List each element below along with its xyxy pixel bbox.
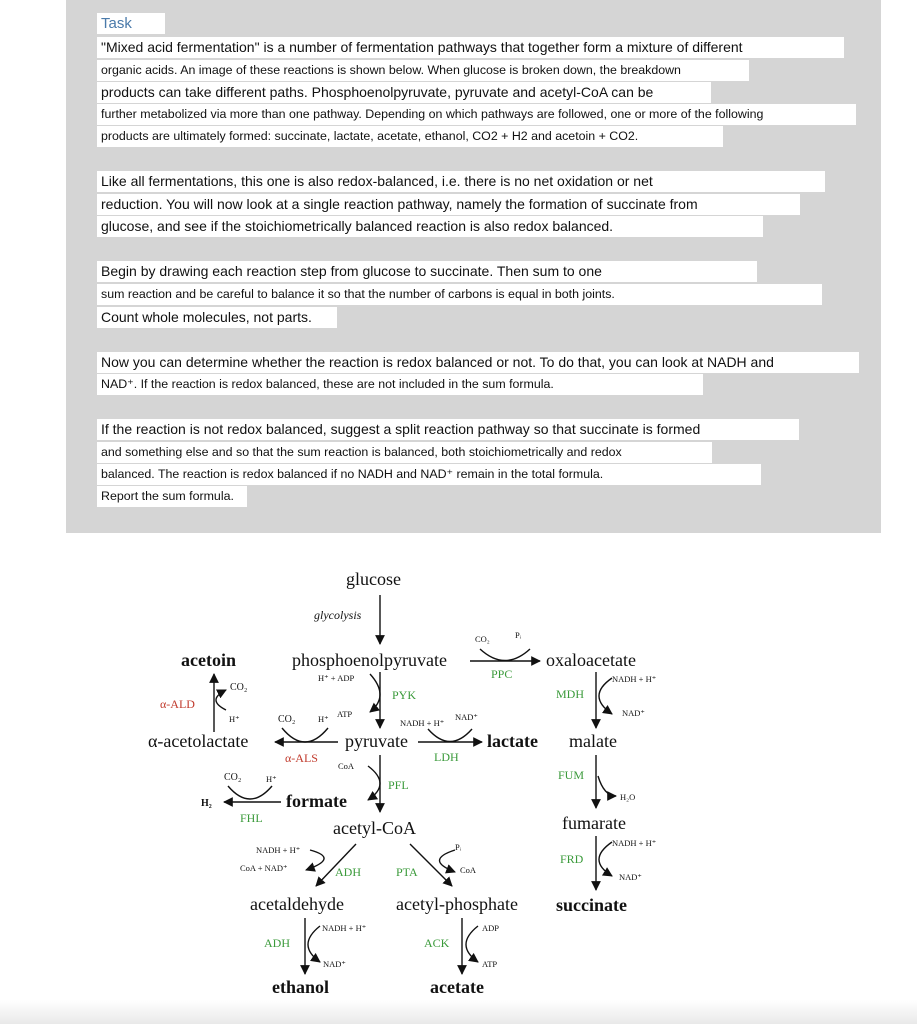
metabolite-acetaldehyde: acetaldehyde [250,894,344,914]
metabolite-fumarate: fumarate [562,813,626,833]
task-panel [66,0,881,533]
arrow-fum-water [598,776,616,796]
label-nadh-mdh: NADH + H⁺ [612,674,657,684]
label-h2o: H₂O [620,792,636,802]
task-line: "Mixed acid fermentation" is a number of fermentation pathways that together form a mixture of different [97,37,844,58]
task-line: glucose, and see if the stoichiometrically balanced reaction is also redox balanced. [97,216,763,237]
task-line: and something else and so that the sum reaction is balanced, both stoichiometrically and redox [97,442,712,463]
label-h-ald: H⁺ [229,714,240,724]
label-co2: CO₂ [475,634,490,644]
label-atp: ATP [337,709,353,719]
enzyme-ack: ACK [424,936,450,950]
label-adp-ack: ADP [482,923,500,933]
label-coa-pta: CoA [460,865,477,875]
arrow-pta-cofactor [440,850,456,872]
label-glycolysis: glycolysis [314,608,362,622]
task-line: Now you can determine whether the reaction is redox balanced or not. To do that, you can look at NADH and [97,352,859,373]
page-bottom-edge [0,1000,917,1024]
label-nad-frd: NAD⁺ [619,872,642,882]
label-co2-als: CO₂ [278,714,296,725]
arrow-frd-cofactor [599,842,612,876]
metabolite-phosphoenolpyruvate: phosphoenolpyruvate [292,650,447,670]
task-line: Count whole molecules, not parts. [97,307,337,328]
enzyme-a-als: α-ALS [285,751,318,765]
task-line: products can take different paths. Phosphoenolpyruvate, pyruvate and acetyl-CoA can be [97,82,711,103]
label-pi-pta: Pᵢ [455,842,462,852]
label-h-adp: H⁺ + ADP [318,673,355,683]
metabolite-acetyl-phosphate: acetyl-phosphate [396,894,518,914]
metabolite-glucose: glucose [346,569,401,589]
task-line: NAD⁺. If the reaction is redox balanced, these are not included in the sum formula. [97,374,703,395]
enzyme-a-ald: α-ALD [160,697,195,711]
label-nadh-frd: NADH + H⁺ [612,838,657,848]
arrow-a-als-cofactor [282,728,328,742]
label-nadh-adh2: NADH + H⁺ [322,923,367,933]
task-line: products are ultimately formed: succinate, lactate, acetate, ethanol, CO2 + H2 and acetoin + CO2. [97,126,723,147]
metabolite-lactate: lactate [487,731,538,751]
task-line: organic acids. An image of these reactions is shown below. When glucose is broken down, the breakdown [97,60,749,81]
enzyme-fum: FUM [558,768,585,782]
label-co2-fhl: CO₂ [224,772,242,783]
task-line: sum reaction and be careful to balance it so that the number of carbons is equal in both joints. [97,284,822,305]
enzyme-adh-bottom: ADH [264,936,290,950]
metabolite-succinate: succinate [556,895,627,915]
metabolite-pyruvate: pyruvate [345,731,408,751]
arrow-pfl-cofactor [368,766,380,800]
arrow-adh-acetaldehyde-cofactor [306,850,324,870]
task-line: balanced. The reaction is redox balanced if no NADH and NAD⁺ remain in the total formula. [97,464,761,485]
label-h-fhl: H⁺ [266,774,277,784]
enzyme-fhl: FHL [240,811,263,825]
task-title: Task [97,13,165,34]
task-line: If the reaction is not redox balanced, suggest a split reaction pathway so that succinate is formed [97,419,799,440]
label-nadh-adh1: NADH + H⁺ [256,845,301,855]
metabolite-malate: malate [569,731,617,751]
mixed-acid-fermentation-diagram [0,540,917,1000]
task-line: Begin by drawing each reaction step from glucose to succinate. Then sum to one [97,261,757,282]
enzyme-frd: FRD [560,852,584,866]
enzyme-ppc: PPC [491,667,513,681]
arrow-mdh-cofactor [599,678,612,714]
enzyme-ldh: LDH [434,750,459,764]
metabolite-h2: H₂ [201,798,212,809]
metabolite-ethanol: ethanol [272,977,330,997]
label-pi: Pᵢ [515,630,522,640]
metabolite-acetolactate: α-acetolactate [148,731,249,751]
metabolite-acetoin: acetoin [181,650,236,670]
task-line: further metabolized via more than one pathway. Depending on which pathways are followed, one or more of the following [97,104,856,125]
label-co2-ald: CO₂ [230,682,248,693]
label-nad-adh2: NAD⁺ [323,959,346,969]
label-atp-ack: ATP [482,959,498,969]
metabolite-oxaloacetate: oxaloacetate [546,650,636,670]
metabolite-formate: formate [286,791,347,811]
arrow-pyk-cofactor [370,674,380,712]
metabolite-acetate: acetate [430,977,484,997]
label-nad-mdh: NAD⁺ [622,708,645,718]
task-line: Report the sum formula. [97,486,247,507]
arrow-a-ald-cofactor [216,690,226,710]
arrow-ack-cofactor [466,926,478,962]
arrow-fhl-cofactor [228,786,272,799]
arrow-ldh-cofactor [428,729,472,742]
task-line: reduction. You will now look at a single reaction pathway, namely the formation of succinate from [97,194,800,215]
label-coa-pfl: CoA [338,761,355,771]
enzyme-mdh: MDH [556,687,585,701]
enzyme-pyk: PYK [392,688,417,702]
task-line: Like all fermentations, this one is also redox-balanced, i.e. there is no net oxidation or net [97,171,825,192]
label-nadh-ldh: NADH + H⁺ [400,718,445,728]
arrow-adh-ethanol-cofactor [308,926,320,962]
label-coa-nad-adh1: CoA + NAD⁺ [240,863,288,873]
arrow-ppc-cofactor [480,649,530,661]
enzyme-pta: PTA [396,865,418,879]
label-nad-ldh: NAD⁺ [455,712,478,722]
metabolite-acetyl-coa: acetyl-CoA [333,818,416,838]
label-h-als: H⁺ [318,714,329,724]
enzyme-pfl: PFL [388,778,409,792]
enzyme-adh-top: ADH [335,865,361,879]
